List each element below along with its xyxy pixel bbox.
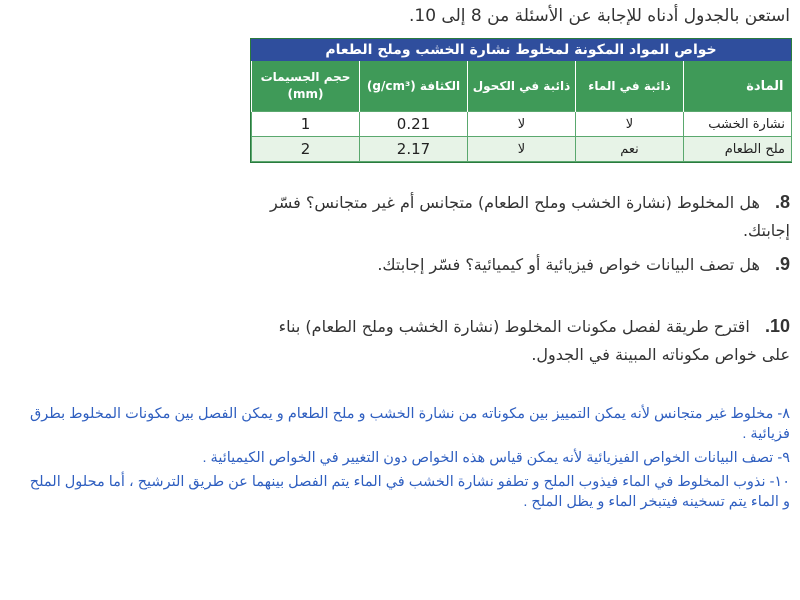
answer-10: ١٠- نذوب المخلوط في الماء فيذوب الملح و تطفو نشارة الخشب في الماء يتم الفصل بينهما عن طريق الترشيح ، أما محلول الملح و الماء يتم تسخينه فيتبخر الماء و يظل الملح . [29, 474, 790, 510]
properties-table [250, 38, 792, 163]
data-table [251, 61, 792, 162]
instruction-text: استعن بالجدول أدناه للإجابة عن الأسئلة من 8 إلى 10. [408, 6, 790, 26]
question-8 [250, 188, 790, 245]
cell-material: نشارة الخشب [684, 112, 792, 137]
header-water-soluble: ذائبة في الماء [576, 61, 684, 112]
cell-density: 2.17 [360, 137, 468, 162]
cell-particle-size: 2 [252, 137, 360, 162]
table-title: خواص المواد المكونة لمخلوط نشارة الخشب وملح الطعام [251, 39, 791, 61]
table-header-row [252, 61, 792, 112]
question-number: 9. [774, 254, 790, 274]
header-alcohol-soluble: ذائبة في الكحول [468, 61, 576, 112]
question-number: 8. [774, 192, 790, 212]
cell-particle-size: 1 [252, 112, 360, 137]
table-row [252, 137, 792, 162]
cell-water-soluble: لا [576, 112, 684, 137]
question-text: هل تصف البيانات خواص فيزيائية أو كيميائية؟ فسّر إجابتك. [377, 255, 760, 274]
answer-9: ٩- تصف البيانات الخواص الفيزيائية لأنه يمكن قياس هذه الخواص دون التغيير في الخواص الكيميائية . [202, 450, 790, 466]
header-density: الكثافة (g/cm³) [360, 61, 468, 112]
question-text: اقترح طريقة لفصل مكونات المخلوط (نشارة الخشب وملح الطعام) بناء على خواص مكوناته المبينة في الجدول. [278, 317, 790, 364]
question-text: هل المخلوط (نشارة الخشب وملح الطعام) متجانس أم غير متجانس؟ فسّر إجابتك. [269, 193, 790, 240]
cell-material: ملح الطعام [684, 137, 792, 162]
answers-section [20, 404, 790, 516]
cell-alcohol-soluble: لا [468, 112, 576, 137]
question-10 [250, 312, 790, 369]
header-particle-size: حجم الجسيمات (mm) [252, 61, 360, 112]
cell-density: 0.21 [360, 112, 468, 137]
cell-water-soluble: نعم [576, 137, 684, 162]
cell-alcohol-soluble: لا [468, 137, 576, 162]
question-9 [250, 250, 790, 279]
question-number: 10. [764, 316, 790, 336]
table-row [252, 112, 792, 137]
answer-8: ٨- مخلوط غير متجانس لأنه يمكن التمييز بين مكوناته من نشارة الخشب و ملح الطعام و يمكن الفصل بين مكونات المخلوط بطرق فزيائية . [29, 406, 790, 442]
header-material: المادة [684, 61, 792, 112]
